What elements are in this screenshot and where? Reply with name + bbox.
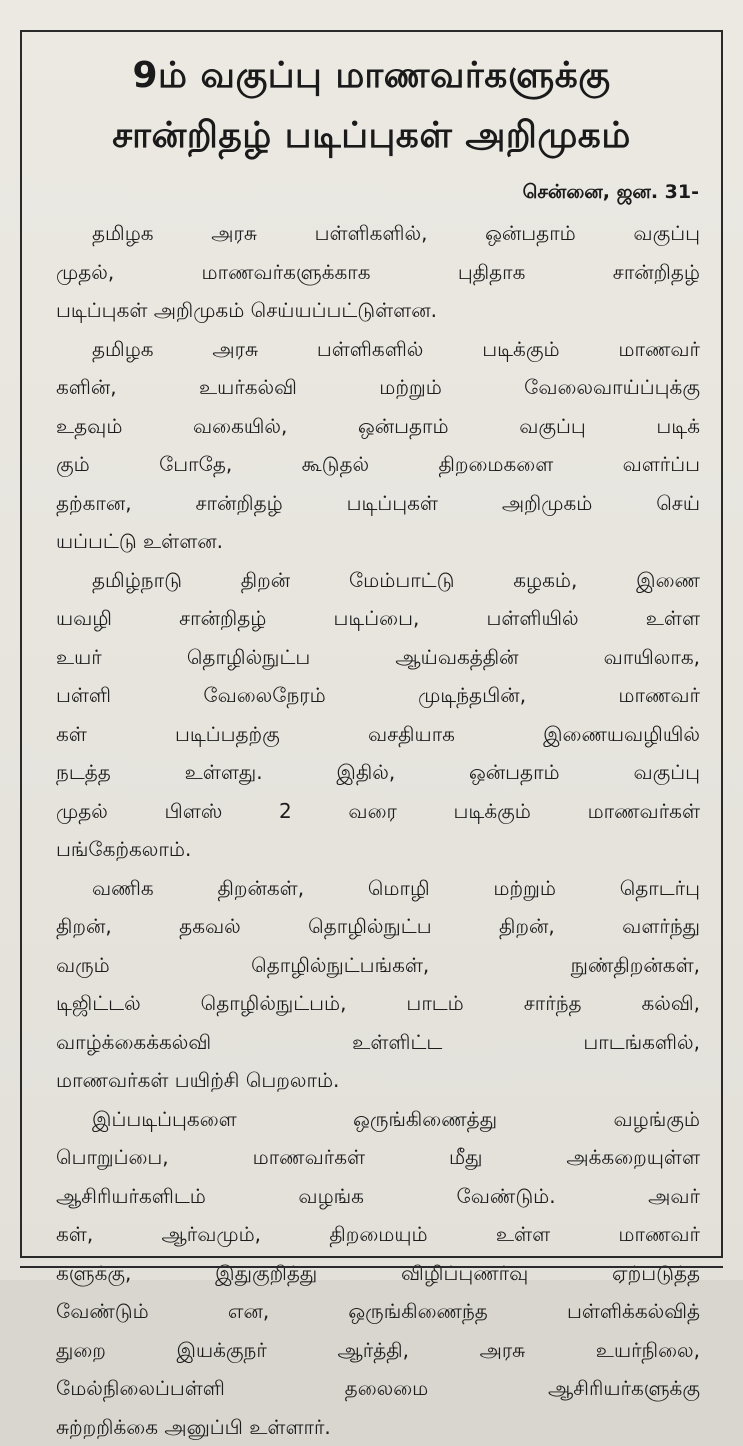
- article-line: கள், ஆர்வமும், திறமையும் உள்ள மாணவர்: [56, 1215, 700, 1254]
- article-line: உதவும் வகையில், ஒன்பதாம் வகுப்பு படிக்: [56, 407, 700, 446]
- article-line: படிப்புகள் அறிமுகம் செய்யப்பட்டுள்ளன.: [56, 291, 700, 330]
- article-line: வணிக திறன்கள், மொழி மற்றும் தொடர்பு: [56, 869, 700, 908]
- article-line: களின், உயர்கல்வி மற்றும் வேலைவாய்ப்புக்கு: [56, 368, 700, 407]
- article-line: முதல், மாணவர்களுக்காக புதிதாக சான்றிதழ்: [56, 253, 700, 292]
- article-line: வரும் தொழில்நுட்பங்கள், நுண்திறன்கள்,: [56, 946, 700, 985]
- article-line: சுற்றறிக்கை அனுப்பி உள்ளார்.: [56, 1408, 700, 1446]
- article-line: வாழ்க்கைக்கல்வி உள்ளிட்ட பாடங்களில்,: [56, 1023, 700, 1062]
- headline-line-1: 9ம் வகுப்பு மாணவர்களுக்கு: [36, 52, 707, 100]
- article-line: உயர் தொழில்நுட்ப ஆய்வகத்தின் வாயிலாக,: [56, 638, 700, 677]
- article-line: தற்கான, சான்றிதழ் படிப்புகள் அறிமுகம் செய்: [56, 484, 700, 523]
- dateline: சென்னை, ஜன. 31-: [523, 178, 699, 206]
- article-line: பள்ளி வேலைநேரம் முடிந்தபின், மாணவர்: [56, 676, 700, 715]
- article-line: மாணவர்கள் பயிற்சி பெறலாம்.: [56, 1061, 700, 1100]
- article-line: யவழி சான்றிதழ் படிப்பை, பள்ளியில் உள்ள: [56, 599, 700, 638]
- article-line: தமிழ்நாடு திறன் மேம்பாட்டு கழகம், இணை: [56, 561, 700, 600]
- article-line: முதல் பிளஸ் 2 வரை படிக்கும் மாணவர்கள்: [56, 792, 700, 831]
- bottom-rule: [20, 1266, 723, 1280]
- article-line: திறன், தகவல் தொழில்நுட்ப திறன், வளர்ந்து: [56, 907, 700, 946]
- article-line: தமிழக அரசு பள்ளிகளில், ஒன்பதாம் வகுப்பு: [56, 214, 700, 253]
- article-line: யப்பட்டு உள்ளன.: [56, 522, 700, 561]
- article-line: ஆசிரியர்களிடம் வழங்க வேண்டும். அவர்: [56, 1177, 700, 1216]
- article-line: தமிழக அரசு பள்ளிகளில் படிக்கும் மாணவர்: [56, 330, 700, 369]
- article-body: [56, 214, 700, 1446]
- article-line: டிஜிட்டல் தொழில்நுட்பம், பாடம் சார்ந்த கல்வி,: [56, 984, 700, 1023]
- article-line: துறை இயக்குநர் ஆர்த்தி, அரசு உயர்நிலை,: [56, 1331, 700, 1370]
- article-line: நடத்த உள்ளது. இதில், ஒன்பதாம் வகுப்பு: [56, 753, 700, 792]
- article-line: கள் படிப்பதற்கு வசதியாக இணையவழியில்: [56, 715, 700, 754]
- article-line: இப்படிப்புகளை ஒருங்கிணைத்து வழங்கும்: [56, 1100, 700, 1139]
- article-line: வேண்டும் என, ஒருங்கிணைந்த பள்ளிக்கல்வித்: [56, 1292, 700, 1331]
- article-line: கும் போதே, கூடுதல் திறமைகளை வளர்ப்ப: [56, 445, 700, 484]
- article-line: களுக்கு, இதுகுறித்து விழிப்புணர்வு ஏற்படுத்த: [56, 1254, 700, 1293]
- article-line: மேல்நிலைப்பள்ளி தலைமை ஆசிரியர்களுக்கு: [56, 1369, 700, 1408]
- article-line: பொறுப்பை, மாணவர்கள் மீது அக்கறையுள்ள: [56, 1138, 700, 1177]
- headline-line-2: சான்றிதழ் படிப்புகள் அறிமுகம்: [36, 110, 707, 162]
- article-line: பங்கேற்கலாம்.: [56, 830, 700, 869]
